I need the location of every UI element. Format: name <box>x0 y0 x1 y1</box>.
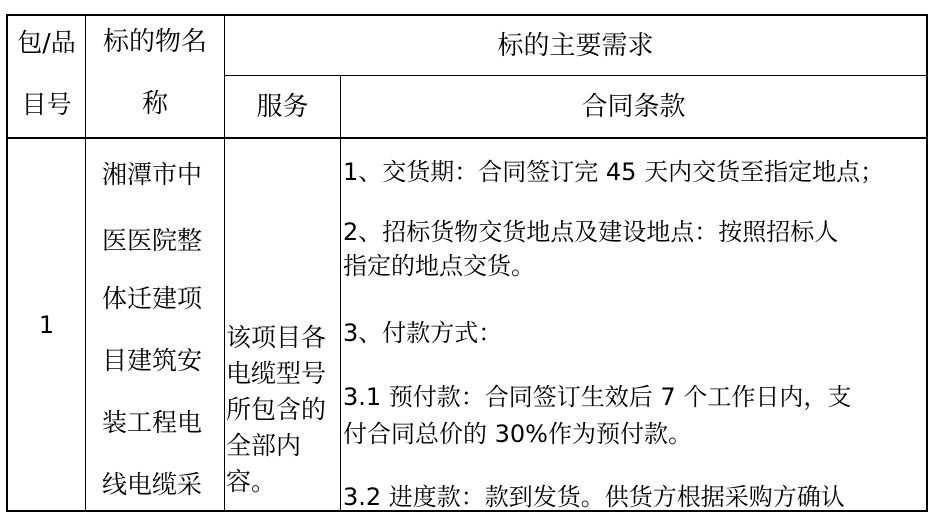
package-number: 1 <box>38 311 55 339</box>
clause-advance-payment-cont: 付合同总价的 30%作为预付款。 <box>343 420 692 448</box>
item-name <box>86 139 224 510</box>
service-line: 该项目各 <box>226 323 327 352</box>
item-name-line: 装工程电 <box>102 408 203 437</box>
item-name-line: 体迁建项 <box>102 284 203 313</box>
service-line: 全部内 <box>226 431 302 460</box>
header-package-no-line2: 目号 <box>21 89 72 119</box>
clause-progress-payment: 3.2 进度款：款到发货。供货方根据采购方确认 <box>343 483 845 511</box>
clause-delivery-location: 2、招标货物交货地点及建设地点：按照招标人 <box>343 218 839 246</box>
service-line: 所包含的 <box>226 395 327 424</box>
header-main-requirements: 标的主要需求 <box>497 30 654 61</box>
item-name-line: 线电缆采 <box>102 470 203 499</box>
service-line: 电缆型号 <box>226 359 327 388</box>
service-line: 容。 <box>226 467 277 496</box>
header-service: 服务 <box>256 91 309 122</box>
header-item-name-line1: 标的物名 <box>102 27 207 57</box>
table-right-border <box>926 14 928 512</box>
item-name-line: 目建筑安 <box>102 346 203 375</box>
header-item-name-line2: 称 <box>141 89 168 119</box>
header-package-no-line1: 包/品 <box>17 27 76 57</box>
header-contract-terms: 合同条款 <box>581 91 686 122</box>
clause-delivery-period: 1、交货期：合同签订完 45 天内交货至指定地点； <box>343 158 885 186</box>
clause-delivery-location-cont: 指定的地点交货。 <box>343 252 535 280</box>
col3-right-border <box>340 75 341 512</box>
clause-payment-method: 3、付款方式： <box>343 319 503 347</box>
clause-advance-payment: 3.1 预付款：合同签订生效后 7 个工作日内，支 <box>343 383 852 411</box>
item-name-line: 湘潭市中 <box>102 160 203 189</box>
item-name-line: 医医院整 <box>102 226 203 255</box>
